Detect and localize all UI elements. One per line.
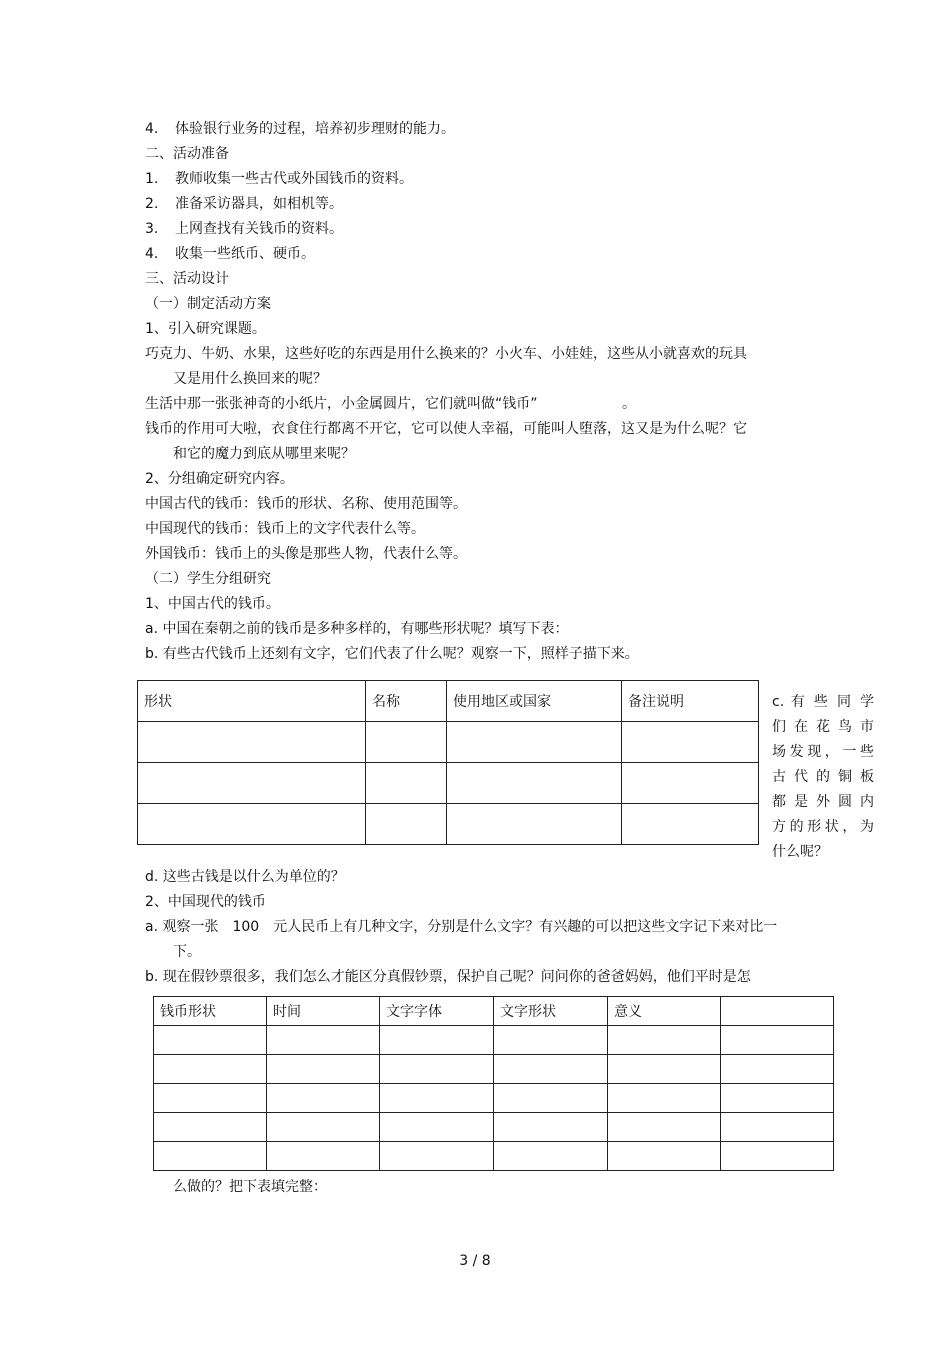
- question-a: a. 中国在秦朝之前的钱币是多种多样的，有哪些形状呢？填写下表：: [145, 621, 569, 637]
- group-topic-ancient: 中国古代的钱币：钱币的形状、名称、使用范围等。: [145, 496, 467, 512]
- paragraph-line: 生活中那一张张神奇的小纸片，小金属圆片，它们就叫做“钱币”: [145, 396, 538, 412]
- table-row: [154, 1026, 834, 1055]
- table-cell: [366, 722, 447, 763]
- prep-item-3: 3. 上网查找有关钱币的资料。: [145, 221, 343, 237]
- table-cell: [154, 1113, 267, 1142]
- table-cell: [380, 1055, 494, 1084]
- table-cell: [267, 1084, 380, 1113]
- paragraph-line: 又是用什么换回来的呢？: [173, 371, 327, 387]
- table-cell: [138, 763, 366, 804]
- step-heading-intro: 1、引入研究课题。: [145, 321, 266, 337]
- table-row: [154, 1055, 834, 1084]
- table-row: [138, 763, 759, 804]
- table-cell: [447, 763, 622, 804]
- table-header-row: [154, 997, 834, 1026]
- prep-item-2: 2. 准备采访器具，如相机等。: [145, 196, 343, 212]
- table-header-cell: 使用地区或国家: [447, 681, 622, 722]
- table-cell: [721, 1055, 834, 1084]
- group-topic-foreign: 外国钱币：钱币上的头像是那些人物，代表什么等。: [145, 546, 467, 562]
- prep-item-4: 4. 收集一些纸币、硬币。: [145, 246, 315, 262]
- question-c-side-note: c. 有 些 同 学 们 在 花 鸟 市 场发现，一些 古 代 的 铜 板 都 是 外 圆 内 方的形状，为 什么呢？: [772, 694, 874, 860]
- table-cell: [366, 804, 447, 845]
- table-cell: [494, 1142, 608, 1171]
- table-header-cell: 文字字体: [380, 997, 494, 1026]
- table-header-cell: 时间: [267, 997, 380, 1026]
- question-modern-a: a. 观察一张 100 元人民币上有几种文字，分别是什么文字？有兴趣的可以把这些文字记下来对比一: [145, 919, 778, 935]
- table-cell: [380, 1084, 494, 1113]
- modern-coins-table: [153, 996, 834, 1171]
- table-cell: [494, 1055, 608, 1084]
- table-cell: [138, 722, 366, 763]
- subsection-heading-plan: （一）制定活动方案: [145, 296, 271, 312]
- section-heading-design: 三、活动设计: [145, 271, 229, 287]
- table-cell: [154, 1026, 267, 1055]
- paragraph-line: 和它的魔力到底从哪里来呢？: [173, 446, 355, 462]
- table-row: [154, 1113, 834, 1142]
- table-cell: [380, 1026, 494, 1055]
- table-cell: [494, 1084, 608, 1113]
- table-header-cell: 钱币形状: [154, 997, 267, 1026]
- table-cell: [380, 1142, 494, 1171]
- table-cell: [622, 763, 759, 804]
- table-cell: [608, 1142, 721, 1171]
- section-heading-preparation: 二、活动准备: [145, 146, 229, 162]
- table-row: [154, 1084, 834, 1113]
- table-cell: [366, 763, 447, 804]
- table-row: [138, 722, 759, 763]
- step-heading-modern-coins: 2、中国现代的钱币: [145, 894, 266, 910]
- table-header-cell: [721, 997, 834, 1026]
- table-row: [138, 804, 759, 845]
- table-header-cell: 意义: [608, 997, 721, 1026]
- group-topic-modern: 中国现代的钱币：钱币上的文字代表什么等。: [145, 521, 425, 537]
- table-cell: [608, 1113, 721, 1142]
- table-cell: [622, 722, 759, 763]
- paragraph-line: 巧克力、牛奶、水果，这些好吃的东西是用什么换来的？小火车、小娃娃，这些从小就喜欢的玩具: [145, 346, 747, 362]
- table-cell: [447, 804, 622, 845]
- table-cell: [267, 1055, 380, 1084]
- question-modern-b-cont: 么做的？把下表填完整：: [173, 1179, 327, 1195]
- table-cell: [267, 1113, 380, 1142]
- table-header-cell: 文字形状: [494, 997, 608, 1026]
- paragraph-line: 钱币的作用可大啦，衣食住行都离不开它，它可以使人幸福，可能叫人堕落，这又是为什么呢？它: [145, 421, 747, 437]
- table-cell: [494, 1026, 608, 1055]
- table-cell: [447, 722, 622, 763]
- table-cell: [267, 1142, 380, 1171]
- table-cell: [608, 1084, 721, 1113]
- table-header-cell: 备注说明: [622, 681, 759, 722]
- table-cell: [494, 1113, 608, 1142]
- subsection-heading-research: （二）学生分组研究: [145, 571, 271, 587]
- table-cell: [721, 1142, 834, 1171]
- table-row: [154, 1142, 834, 1171]
- question-d: d. 这些古钱是以什么为单位的？: [145, 869, 345, 885]
- table-cell: [622, 804, 759, 845]
- table-cell: [608, 1026, 721, 1055]
- table-cell: [138, 804, 366, 845]
- paragraph-line-end: 。: [622, 396, 636, 412]
- prep-item-1: 1. 教师收集一些古代或外国钱币的资料。: [145, 171, 413, 187]
- table-header-cell: 名称: [366, 681, 447, 722]
- table-cell: [608, 1055, 721, 1084]
- table-cell: [154, 1055, 267, 1084]
- page-number: 3 / 8: [459, 1253, 491, 1269]
- table-header-cell: 形状: [138, 681, 366, 722]
- ancient-coins-table: [137, 680, 759, 845]
- step-heading-ancient-coins: 1、中国古代的钱币。: [145, 596, 280, 612]
- table-cell: [154, 1142, 267, 1171]
- table-cell: [721, 1113, 834, 1142]
- table-cell: [721, 1026, 834, 1055]
- question-b: b. 有些古代钱币上还刻有文字，它们代表了什么呢？观察一下，照样子描下来。: [145, 646, 639, 662]
- question-modern-b: b. 现在假钞票很多，我们怎么才能区分真假钞票，保护自己呢？问问你的爸爸妈妈，他们平时是怎: [145, 969, 751, 985]
- table-header-row: [138, 681, 759, 722]
- step-heading-groups: 2、分组确定研究内容。: [145, 471, 294, 487]
- table-cell: [154, 1084, 267, 1113]
- goal-item-4: 4. 体验银行业务的过程，培养初步理财的能力。: [145, 121, 455, 137]
- table-cell: [267, 1026, 380, 1055]
- table-cell: [380, 1113, 494, 1142]
- question-modern-a-cont: 下。: [173, 944, 201, 960]
- table-cell: [721, 1084, 834, 1113]
